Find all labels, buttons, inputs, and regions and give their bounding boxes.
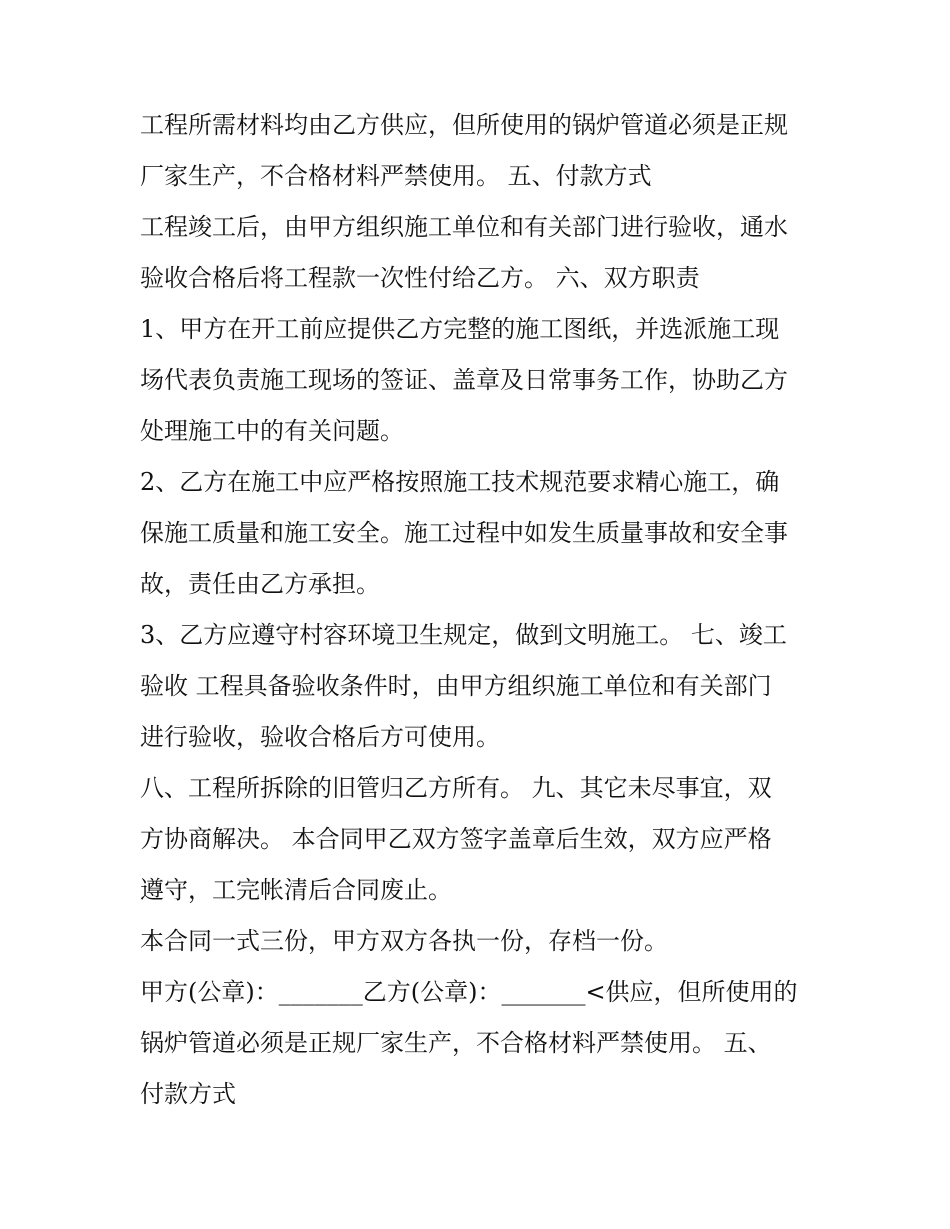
text-line: 遵守，工完帐清后合同废止。 [140,876,452,904]
text-line: 验收 工程具备验收条件时，由甲方组织施工单位和有关部门 [140,672,772,700]
text-line: 3、乙方应遵守村容环境卫生规定，做到文明施工。 七、竣工 [140,621,787,649]
text-line: 付款方式 [140,1080,236,1108]
text-line: 工程所需材料均由乙方供应，但所使用的锅炉管道必须是正规 [140,111,788,139]
document-body [140,100,820,1120]
text-line: 2、乙方在施工中应严格按照施工技术规范要求精心施工，确 [140,468,780,496]
text-line: 验收合格后将工程款一次性付给乙方。 六、双方职责 [140,264,700,292]
text-line: 场代表负责施工现场的签证、盖章及日常事务工作，协助乙方 [140,366,788,394]
text-line: 工程竣工后，由甲方组织施工单位和有关部门进行验收，通水 [140,213,788,241]
text-line: 保施工质量和施工安全。施工过程中如发生质量事故和安全事 [140,519,788,547]
text-line: 方协商解决。 本合同甲乙双方签字盖章后生效，双方应严格 [140,825,772,853]
text-line: 厂家生产，不合格材料严禁使用。 五、付款方式 [140,162,652,190]
text-line: 锅炉管道必须是正规厂家生产，不合格材料严禁使用。 五、 [140,1029,772,1057]
text-line: 1、甲方在开工前应提供乙方完整的施工图纸，并选派施工现 [140,315,780,343]
text-line: 八、工程所拆除的旧管归乙方所有。 九、其它未尽事宜，双 [140,774,772,802]
signature-line: 甲方(公章)：_______乙方(公章)：_______<供应，但所使用的 [140,978,798,1006]
text-line: 故，责任由乙方承担。 [140,570,380,598]
text-line: 本合同一式三份，甲方双方各执一份，存档一份。 [140,927,668,955]
text-line: 处理施工中的有关问题。 [140,417,404,445]
text-line: 进行验收，验收合格后方可使用。 [140,723,500,751]
